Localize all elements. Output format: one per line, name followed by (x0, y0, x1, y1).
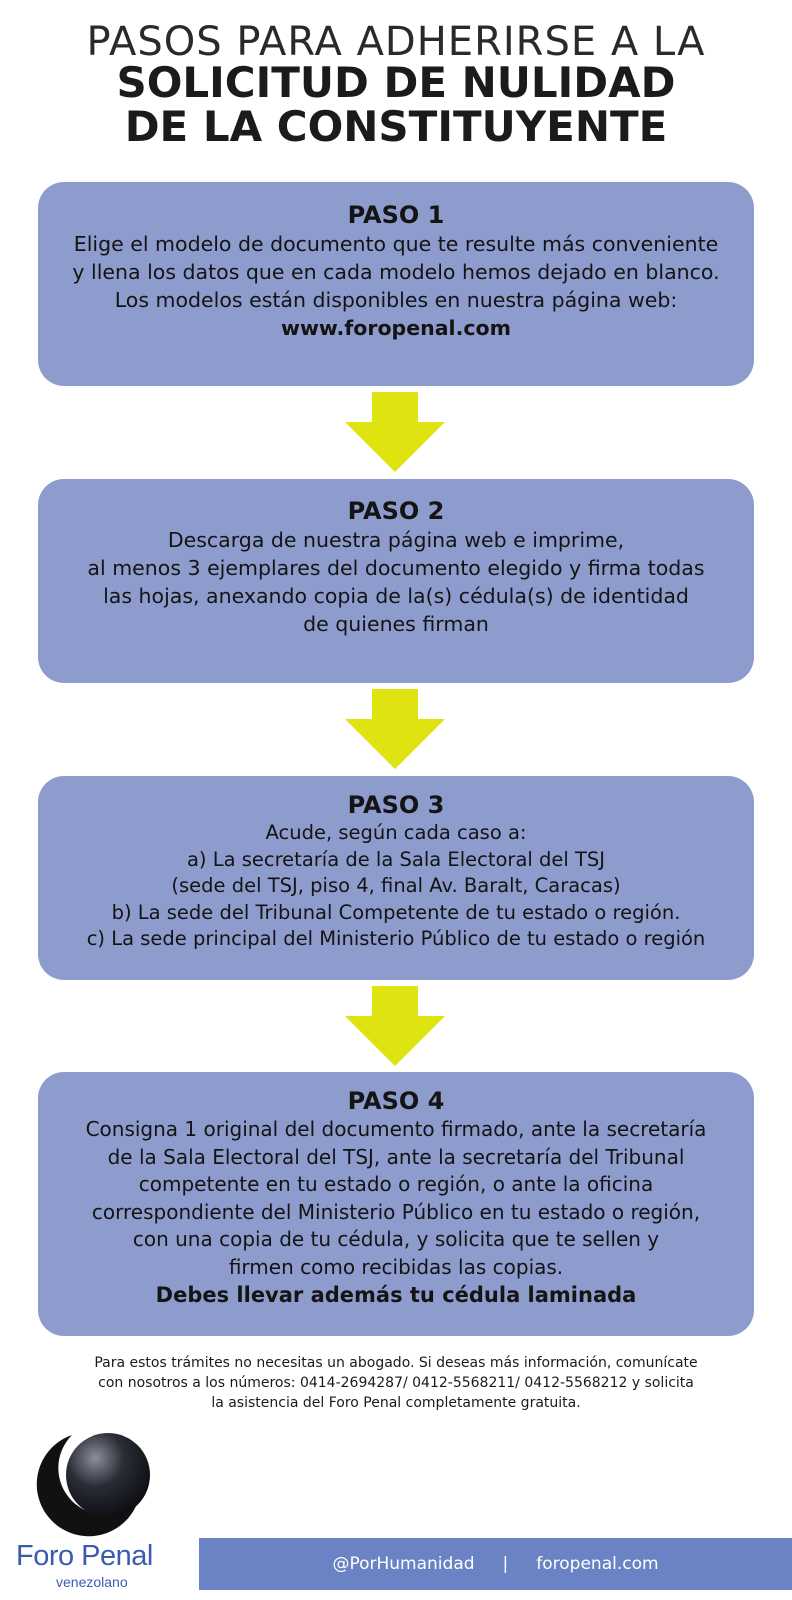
step-4-line: correspondiente del Ministerio Público en tu estado o región, (91, 1199, 701, 1224)
step-2-box (38, 479, 754, 683)
step-3-line: (sede del TSJ, piso 4, final Av. Baralt, Caracas) (171, 874, 621, 898)
contact-note-line: la asistencia del Foro Penal completamente gratuita. (211, 1395, 581, 1411)
down-arrow-icon (345, 986, 445, 1066)
step-4-line: de la Sala Electoral del TSJ, ante la secretaría del Tribunal (107, 1144, 685, 1169)
title-line-1: PASOS PARA ADHERIRSE A LA (86, 19, 706, 65)
step-4-box (38, 1072, 754, 1336)
title-line-2: SOLICITUD DE NULIDAD (116, 58, 676, 107)
step-2-line: Descarga de nuestra página web e imprime, (167, 528, 625, 552)
step-3-box (38, 776, 754, 980)
step-2-line: las hojas, anexando copia de la(s) cédula(s) de identidad (103, 584, 689, 608)
contact-note-line: Para estos trámites no necesitas un abogado. Si deseas más información, comunícate (94, 1355, 698, 1371)
down-arrow-icon (345, 392, 445, 472)
logo-subtitle: venezolano (56, 1574, 128, 1590)
step-4-line: con una copia de tu cédula, y solicita que te sellen y (132, 1227, 660, 1252)
contact-note-line: con nosotros a los números: 0414-2694287/ 0412-5568211/ 0412-5568212 y solicita (98, 1375, 694, 1391)
step-4-line: firmen como recibidas las copias. (228, 1254, 564, 1279)
step-3-title: PASO 3 (347, 791, 445, 819)
step-2-line: al menos 3 ejemplares del documento elegido y firma todas (87, 556, 705, 580)
step-4-line: Consigna 1 original del documento firmado, ante la secretaría (85, 1117, 707, 1141)
step-1-box (38, 182, 754, 386)
step-3-line: b) La sede del Tribunal Competente de tu estado o región. (111, 900, 681, 924)
step-1-line: Los modelos están disponibles en nuestra página web: (114, 288, 678, 312)
footer-separator: | (502, 1554, 509, 1574)
step-4-line: competente en tu estado o región, o ante la oficina (138, 1172, 654, 1197)
title-line-3: DE LA CONSTITUYENTE (124, 102, 668, 151)
logo-name: Foro Penal (16, 1540, 153, 1572)
footer-bar (199, 1538, 792, 1590)
step-3-line: c) La sede principal del Ministerio Público de tu estado o región (86, 927, 706, 951)
step-2-title: PASO 2 (347, 497, 445, 525)
step-1-title: PASO 1 (347, 201, 445, 229)
down-arrow-icon (345, 689, 445, 769)
step-4-emphasis: Debes llevar además tu cédula laminada (155, 1282, 637, 1307)
step-1-website[interactable]: www.foropenal.com (281, 316, 511, 340)
social-handle-link[interactable]: @PorHumanidad (332, 1554, 475, 1574)
contact-note (20, 1353, 772, 1413)
step-3-line: Acude, según cada caso a: (265, 821, 527, 844)
step-1-line: y llena los datos que en cada modelo hemos dejado en blanco. (72, 260, 720, 284)
step-3-line: a) La secretaría de la Sala Electoral del TSJ (186, 847, 606, 871)
step-4-title: PASO 4 (347, 1087, 445, 1115)
step-2-line: de quienes firman (303, 612, 489, 636)
step-1-line: Elige el modelo de documento que te resulte más conveniente (73, 232, 719, 256)
website-link[interactable]: foropenal.com (536, 1554, 659, 1574)
